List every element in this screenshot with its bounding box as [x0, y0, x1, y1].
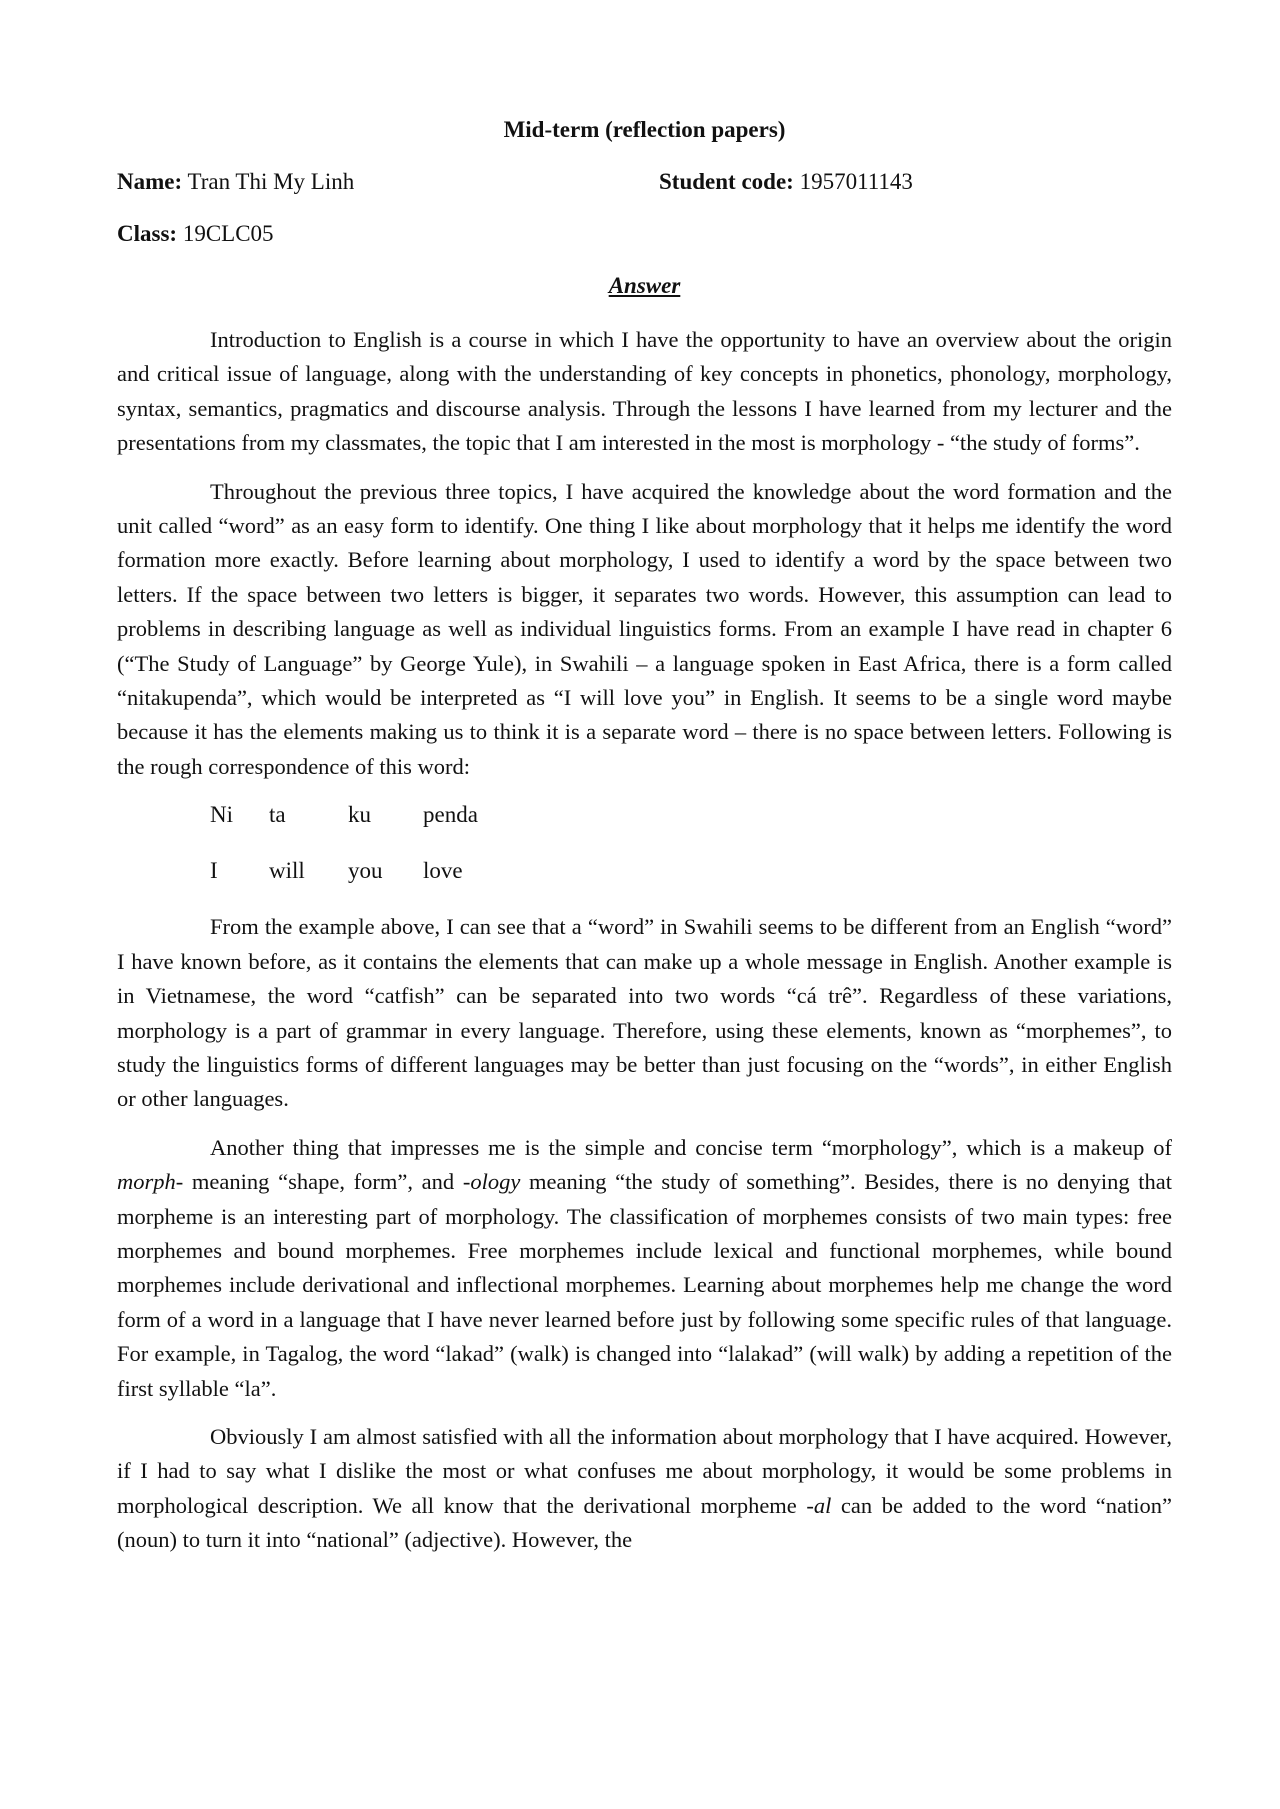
gloss-morpheme: ta — [269, 802, 286, 828]
paragraph-5-text: Obviously I am almost satisfied with all the information about morphology that I have acquired. However, if I had to say what I dislike the most or what confuses me about morphology, it would be some problems in morphological description. We all know that the derivational morpheme — [117, 1423, 1172, 1518]
name-value: Tran Thi My Linh — [182, 169, 355, 194]
student-code-field — [659, 167, 1172, 197]
italic-term: morph- — [117, 1169, 184, 1195]
paragraph-3: From the example above, I can see that a “word” in Swahili seems to be different from an English “word” I have known before, as it contains the elements that can make up a whole message in English. Another example is in Vietnamese, the word “catfish” can be separated into two words “cá trê”. Regardless of these variations, morphology is a part of grammar in every language. Therefore, using these elements, known as “morphemes”, to study the linguistics forms of different languages may be better than just focusing on the “words”, in either English or other languages. — [117, 914, 1172, 1112]
paragraph-4-text: Another thing that impresses me is the simple and concise term “morphology”, which is a makeup of — [210, 1134, 1172, 1160]
class-label: Class: — [117, 221, 178, 246]
name-label: Name: — [117, 169, 183, 194]
italic-term: -ology — [462, 1169, 521, 1195]
gloss-morpheme: penda — [423, 802, 478, 828]
page-title: Mid-term (reflection papers) — [503, 117, 786, 142]
class-info-row — [117, 219, 1172, 249]
gloss-translation: love — [423, 858, 463, 884]
answer-heading: Answer — [608, 273, 681, 298]
student-code-label: Student code: — [659, 169, 794, 194]
paragraph-4-text: meaning “shape, form”, and — [183, 1169, 463, 1195]
student-code-value: 1957011143 — [793, 169, 913, 194]
paragraph-5 — [117, 1420, 1172, 1558]
class-value: 19CLC05 — [177, 221, 274, 246]
gloss-morpheme: Ni — [210, 802, 233, 828]
gloss-morpheme: ku — [348, 802, 371, 828]
gloss-translation: you — [348, 858, 383, 884]
class-field — [117, 219, 659, 249]
paragraph-4 — [117, 1131, 1172, 1406]
gloss-row-english — [210, 854, 1172, 888]
gloss-row-swahili — [210, 798, 1172, 832]
paragraph-4-text: meaning “the study of something”. Besides, there is no denying that morpheme is an interesting part of morphology. The classification of morphemes consists of two main types: free morphemes and bound morphemes. Free morphemes include lexical and functional morphemes, while bound morphemes include derivational and inflectional morphemes. Learning about morphemes help me change the word form of a word in a language that I have never learned before just by following some specific rules of that language. For example, in Tagalog, the word “lakad” (walk) is changed into “lalakad” (will walk) by adding a repetition of the first syllable “la”. — [117, 1169, 1172, 1401]
student-info-row — [117, 167, 1172, 197]
name-field — [117, 167, 659, 197]
paragraph-1: Introduction to English is a course in which I have the opportunity to have an overview about the origin and critical issue of language, along with the understanding of key concepts in phonetics, phonology, morphology, syntax, semantics, pragmatics and discourse analysis. Through the lessons I have learned from my lecturer and the presentations from my classmates, the topic that I am interested in the most is morphology - “the study of forms”. — [117, 327, 1172, 456]
document-page — [117, 115, 1172, 1572]
gloss-translation: I — [210, 858, 218, 884]
paragraph-2: Throughout the previous three topics, I have acquired the knowledge about the word formation and the unit called “word” as an easy form to identify. One thing I like about morphology that it helps me identify the word formation more exactly. Before learning about morphology, I used to identify a word by the space between two letters. If the space between two letters is bigger, it separates two words. However, this assumption can lead to problems in describing language as well as individual linguistics forms. From an example I have read in chapter 6 (“The Study of Language” by George Yule), in Swahili – a language spoken in East Africa, there is a form called “nitakupenda”, which would be interpreted as “I will love you” in English. It seems to be a single word maybe because it has the elements making us to think it is a separate word – there is no space between letters. Following is the rough correspondence of this word: — [117, 478, 1172, 779]
gloss-translation: will — [269, 858, 305, 884]
paragraph-5-text: can be added to the word “nation” (noun) to turn it into “national” (adjective). However, the — [117, 1492, 1172, 1553]
italic-term: -al — [806, 1492, 832, 1518]
